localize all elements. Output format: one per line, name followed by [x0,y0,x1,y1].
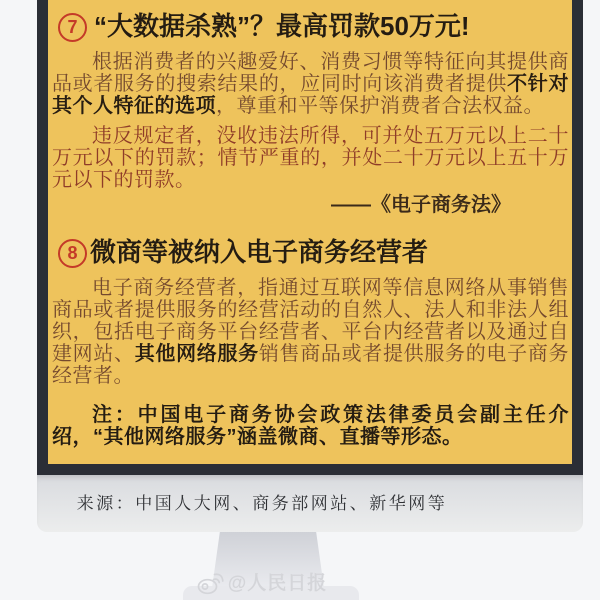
screen-content [48,0,572,464]
circled-number-8: 8 [58,239,87,268]
section-8 [52,238,569,448]
paragraph-text: 电子商务经营者，指通过互联网等信息网络从事销售商品或者提供服务的经营活动的自然人、法人和非法人组织，包括电子商务平台经营者、平台内经营者以及通过自建网站、 [52,277,569,365]
paragraph-bold-text: 其他网络服务 [134,343,259,365]
section-8-paragraph-1 [52,277,569,387]
section-8-title [52,238,569,268]
watermark [0,568,562,595]
section-7 [52,12,569,217]
weibo-icon [197,571,224,595]
section-7-paragraph-1 [52,51,569,117]
paragraph-bold-text: 不针对其个人特征的选项 [52,73,569,117]
section-7-paragraph-2: 违反规定者，没收违法所得，可并处五万元以上二十万元以下的罚款；情节严重的，并处二十万元以上五十万元以下的罚款。 [52,125,569,191]
watermark-text: @人民日报 [227,573,328,594]
paragraph-text: 销售商品或者提供服务的电子商务经营者。 [52,343,569,387]
source-line: 来源：中国人大网、商务部网站、新华网等 [76,494,448,514]
section-8-note: 注：中国电子商务协会政策法律委员会副主任介绍，“其他网络服务”涵盖微商、直播等形态。 [52,404,569,448]
law-attribution: ——《电子商务法》 [331,194,511,216]
section-7-title-text: “大数据杀熟”？最高罚款50万元! [94,11,470,41]
paragraph-text: 根据消费者的兴趣爱好、消费习惯等特征向其提供商品或者服务的搜索结果的，应同时向该消费者提供 [52,51,569,95]
section-7-title [52,12,569,42]
monitor-chin [37,475,583,532]
paragraph-text: ，尊重和平等保护消费者合法权益。 [216,95,544,117]
monitor-frame [37,0,583,475]
section-8-title-text: 微商等被纳入电子商务经营者 [90,237,429,267]
circled-number-7: 7 [58,13,87,42]
